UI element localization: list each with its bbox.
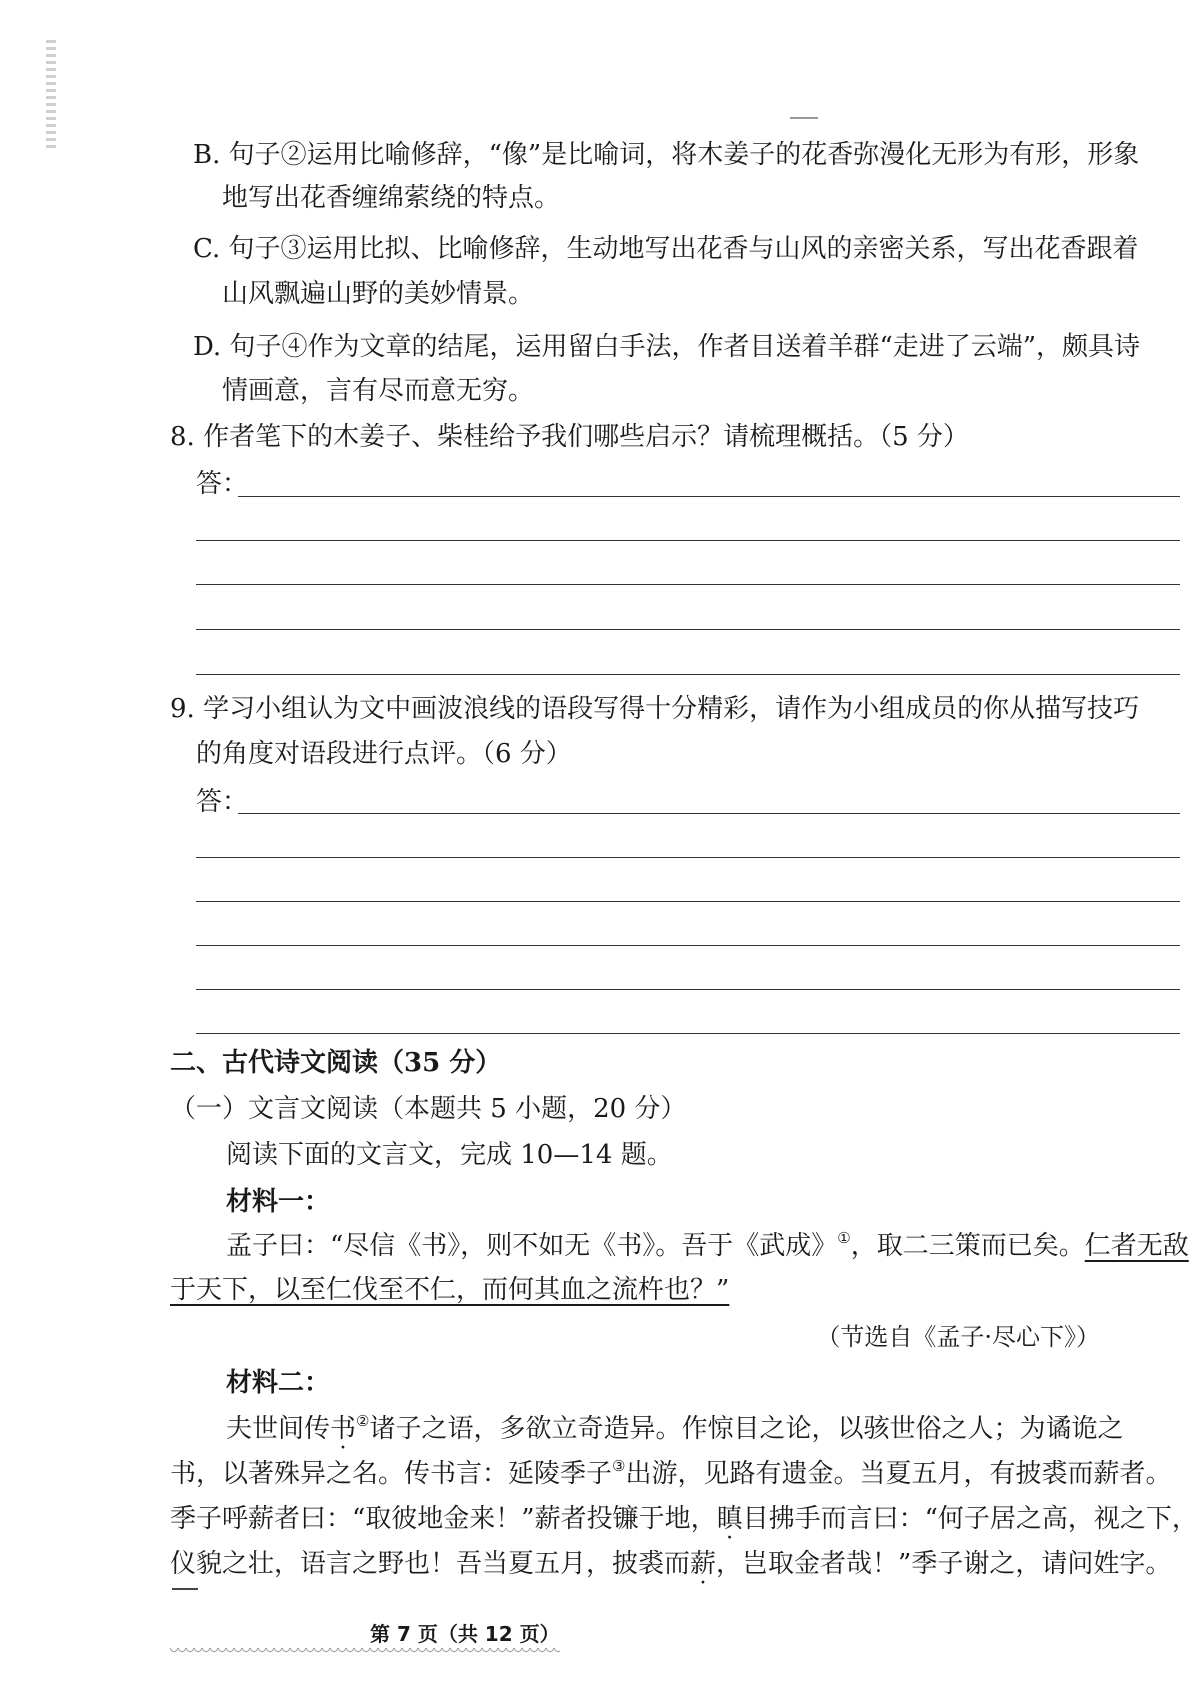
material-2-l1-a: 夫世间传 [226, 1414, 331, 1444]
dotted-char-chen: 瞋 [716, 1504, 743, 1534]
material-2-l2-a: 书，以著殊异之名。传书言：延陵季子 [170, 1459, 613, 1489]
material-2-line1 [226, 1412, 1124, 1446]
dotted-char-xin: 薪 [690, 1549, 717, 1579]
material-2-line3 [170, 1502, 1198, 1536]
material-2-line4 [170, 1547, 1171, 1581]
binding-margin-marks [46, 40, 56, 150]
material-2-l1-b: 诸子之语，多欲立奇造异。作惊目之论，以骇世俗之人；为谲诡之 [369, 1414, 1124, 1444]
option-c-line1: C. 句子③运用比拟、比喻修辞，生动地写出花香与山风的亲密关系，写出花香跟着 [193, 234, 1139, 264]
q8-answer-line-5[interactable] [196, 674, 1180, 675]
material-1-text-b: ，取二三策而已矣。 [850, 1231, 1085, 1261]
material-1-line2 [170, 1273, 729, 1307]
footnote-1-marker: ① [837, 1229, 851, 1247]
material-2-label: 材料二： [226, 1368, 331, 1398]
material-1-underlined-a: 仁者无敌 [1084, 1231, 1189, 1261]
q8-answer-line-4[interactable] [196, 629, 1180, 630]
option-b-line2: 地写出花香缠绵萦绕的特点。 [222, 183, 561, 213]
material-2-l4-b: ，岂取金者哉！”季子谢之，请问姓字。 [716, 1549, 1172, 1579]
q8-answer-line-3[interactable] [196, 584, 1180, 585]
q8-answer-line-2[interactable] [196, 540, 1180, 541]
material-2-l2-b: 出游，见路有遗金。当夏五月，有披裘而薪者。 [625, 1459, 1172, 1489]
material-1-text-a: 孟子曰：“尽信《书》，则不如无《书》。吾于《武成》 [226, 1231, 838, 1261]
option-d-line1: D. 句子④作为文章的结尾，运用留白手法，作者目送着羊群“走进了云端”，颇具诗 [193, 332, 1141, 362]
q9-answer-line-6[interactable] [196, 1033, 1180, 1034]
q9-answer-line-4[interactable] [196, 945, 1180, 946]
question-9-line1: 9. 学习小组认为文中画波浪线的语段写得十分精彩，请作为小组成员的你从描写技巧 [170, 694, 1140, 724]
q8-answer-line-1[interactable] [238, 496, 1180, 497]
q9-answer-line-2[interactable] [196, 857, 1180, 858]
material-2-l3-a: 季子呼薪者曰：“取彼地金来！”薪者投镰于地， [170, 1504, 717, 1534]
section-2-instruction: 阅读下面的文言文，完成 10—14 题。 [226, 1140, 673, 1170]
question-9-line2: 的角度对语段进行点评。（6 分） [196, 739, 572, 769]
q9-answer-line-5[interactable] [196, 989, 1180, 990]
q8-answer-label: 答： [196, 469, 249, 499]
section-2-title: 二、古代诗文阅读（35 分） [170, 1048, 502, 1078]
material-2-l4-a: 仪貌之壮，语言之野也！吾当夏五月，披裘而 [170, 1549, 691, 1579]
material-1-line1 [226, 1229, 1189, 1263]
option-d-line2: 情画意，言有尽而意无穷。 [222, 376, 535, 406]
q9-answer-line-3[interactable] [196, 901, 1180, 902]
page-corner-mark [172, 1588, 198, 1590]
material-2-line2 [170, 1457, 1171, 1491]
page-number: 第 7 页（共 12 页） [370, 1622, 560, 1646]
footnote-2-marker: ② [356, 1412, 370, 1430]
option-c-line2: 山风飘遍山野的美妙情景。 [222, 279, 535, 309]
q9-answer-line-1[interactable] [238, 813, 1180, 814]
dotted-char-shu: 书 [330, 1414, 357, 1444]
footer-wavy-line [170, 1648, 560, 1656]
scan-mark [790, 117, 818, 119]
material-1-source: （节选自《孟子·尽心下》） [816, 1323, 1100, 1351]
option-b-line1: B. 句子②运用比喻修辞，“像”是比喻词，将木姜子的花香弥漫化无形为有形，形象 [193, 140, 1140, 170]
material-1-label: 材料一： [226, 1187, 331, 1217]
material-1-underlined-b: 于天下，以至仁伐至不仁，而何其血之流杵也？” [170, 1275, 730, 1305]
footnote-3-marker: ③ [612, 1457, 626, 1475]
q9-answer-label: 答： [196, 787, 249, 817]
material-2-l3-b: 目拂手而言曰：“何子居之高，视之下， [742, 1504, 1198, 1534]
question-8: 8. 作者笔下的木姜子、柴桂给予我们哪些启示？请梳理概括。（5 分） [170, 422, 969, 452]
section-2-subtitle: （一）文言文阅读（本题共 5 小题，20 分） [170, 1094, 687, 1124]
